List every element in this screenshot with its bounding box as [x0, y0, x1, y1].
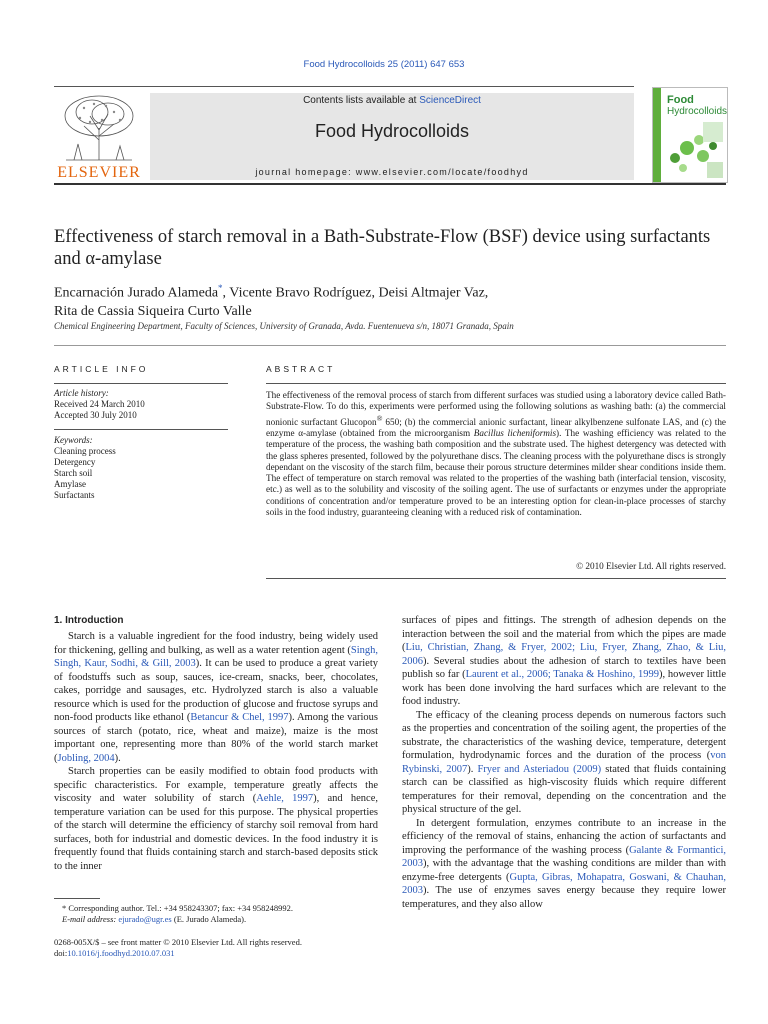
journal-banner — [150, 93, 634, 180]
authors-line2: Rita de Cassia Siqueira Curto Valle — [54, 303, 252, 319]
citation-link[interactable]: Laurent et al., 2006; Tanaka & Hoshino, 1999 — [465, 669, 660, 680]
paragraph: Starch properties can be easily modified to obtain food products with specific characteristics. For example, temperature greatly affects the viscosity and water solubility of starch (Aehle, 1997), and hence, temperature variation can be used for this purpose. The physical properties of the starch will determine the efficiency of starchy soil removal from hard surfaces, both for industrial and domestic devices. In the food industry it is frequently found that fluids containing starch and starch-based deposits stick to the inner — [54, 766, 378, 872]
journal-homepage[interactable]: journal homepage: www.elsevier.com/locate/foodhyd — [255, 167, 529, 177]
section-heading-introduction: 1. Introduction — [54, 615, 124, 626]
article-history — [54, 388, 228, 421]
keyword-item: Starch soil — [54, 468, 93, 478]
abstract-heading: ABSTRACT — [266, 364, 336, 374]
elsevier-logo — [54, 90, 144, 182]
cover-title-food: Food — [667, 94, 694, 106]
sciencedirect-link[interactable]: ScienceDirect — [419, 95, 481, 106]
citation-link[interactable]: Gupta, Gibras, Mohapatra, Goswani, & Chauhan, 2003 — [402, 871, 726, 896]
article-info-rule — [54, 383, 228, 384]
keyword-item: Detergency — [54, 457, 96, 467]
cover-molecules-icon — [653, 88, 727, 182]
citation-link[interactable]: Betancur & Chel, 1997 — [190, 712, 289, 723]
keywords-label: Keywords: — [54, 435, 93, 445]
contents-line — [150, 95, 634, 106]
paragraph: The efficacy of the cleaning process depends on numerous factors such as the properties and concentration of the soiling agent, the properties of the substrate, the characteristics of the washing device, temperature, detergent formulation, hydrodynamic forces and the duration of the process (von Rybinski, 2007). Fryer and Asteriadou (2009) stated that fluids containing starch can be classified as high-viscosity fluids which require different temperatures for their removal, depending on the concentration and the physical structure of the gel. — [402, 709, 726, 815]
journal-title: Food Hydrocolloids — [314, 121, 470, 141]
corresponding-author-footnote — [54, 903, 378, 925]
article-info-heading: ARTICLE INFO — [54, 364, 149, 374]
citation-link[interactable]: Fryer and Asteriadou (2009) — [477, 763, 602, 775]
paragraph: Starch is a valuable ingredient for the food industry, being widely used for thickening, gelling and bulking, as well as a water retention agent (Singh, Singh, Kaur, Sodhi, & Gill, 2003). It can be used to produce a great variety of foodstuffs such as soup, sauces, ice-cream, snacks, beer, chocolates, cakes, porridge and sausages, etc. Hydrolyzed starch is also a valuable resource which is used for the production of glucose and fructose syrups and non-food products like ethanol (Betancur & Chel, 1997). Among the various sources of starch (potato, rice, wheat and maize), maize is the most important one, representing more than 80% of the world starch market (Jobling, 2004). — [54, 631, 379, 764]
footnote-line: * Corresponding author. Tel.: +34 958243307; fax: +34 958248992. — [62, 903, 293, 913]
cover-title-hydrocolloids: Hydrocolloids — [667, 106, 728, 117]
issn-line: 0268-005X/$ – see front matter © 2010 Elsevier Ltd. All rights reserved. — [54, 937, 302, 947]
header-bottom-rule — [54, 183, 726, 185]
issn-doi-block — [54, 937, 378, 959]
citation-link[interactable]: Jobling, 2004 — [57, 752, 115, 764]
elsevier-wordmark: ELSEVIER — [57, 164, 141, 181]
article-authors — [54, 279, 726, 321]
keywords-rule — [54, 429, 228, 430]
authors-rest-line1: , Vicente Bravo Rodríguez, Deisi Altmajer Vaz, — [222, 285, 489, 301]
paragraph: surfaces of pipes and fittings. The strength of adhesion depends on the interaction between the soil and the material from which the pipes are made (Liu, Christian, Zhang, & Fryer, 2002; Liu, Fryer, Zhang, Zhao, & Liu, 2006). Several studies about the adhesion of starch to textiles have been publish so far (Laurent et al., 2006; Tanaka & Hoshino, 1999), however little work has been done involving the hard surfaces which are relevant to the food industry. — [402, 615, 726, 707]
corresponding-author-marker[interactable]: * — [218, 283, 223, 293]
received-date: Received 24 March 2010 — [54, 399, 145, 409]
paragraph: In detergent formulation, enzymes contribute to an increase in the efficiency of the removal of stains, enhancing the action of surfactants and improving the performance of the washing process (Galante & Formantici, 2003), with the advantage that the washing conditions are milder than with enzyme-free detergents (Gupta, Gibras, Mohapatra, Goswani, & Chauhan, 2003). The use of enzymes saves energy because they require lower temperatures, and they also allow — [402, 817, 726, 910]
citation-link[interactable]: Liu, Christian, Zhang, & Fryer, 2002; Liu, Fryer, Zhang, Zhao, & Liu, 2006 — [402, 642, 726, 667]
citation-link[interactable]: Galante & Formantici, 2003 — [402, 844, 726, 869]
doi-line: doi:10.1016/j.foodhyd.2010.07.031 — [54, 948, 175, 958]
footnote-rule — [54, 898, 100, 899]
keyword-item: Amylase — [54, 479, 86, 489]
organism-name: Bacillus licheniformis — [473, 427, 557, 438]
abstract-part: The effectiveness of the removal process of starch from different surfaces was studied using a laboratory device called Bath-Substrate-Flow. To do this, experiments were performed using the following solutions as washing bath: (a) the commercial nonionic surfactant Glucopon — [266, 390, 726, 427]
doi-link[interactable]: 10.1016/j.foodhyd.2010.07.031 — [67, 948, 175, 958]
title-block-rule — [54, 345, 726, 346]
citation-link[interactable]: von Rybinski, 2007 — [402, 750, 726, 775]
article-title: Effectiveness of starch removal in a Bath-Substrate-Flow (BSF) device using surfactants and α-amylase — [54, 227, 711, 269]
header-rule — [54, 86, 634, 87]
email-link[interactable]: ejurado@ugr.es — [118, 914, 172, 924]
contents-prefix: Contents lists available at — [303, 95, 420, 106]
abstract-part: 650; (b) the commercial anionic surfactant, linear alkylbenzene sulfonate LAS, and (c) the enzyme α-amylase (obtained from the microorganism — [266, 416, 726, 438]
history-label: Article history: — [54, 388, 109, 398]
author-first: Encarnación Jurado Alameda — [54, 285, 219, 301]
journal-cover — [652, 87, 728, 183]
citation-link[interactable]: Singh, Singh, Kaur, Sodhi, & Gill, 2003 — [54, 644, 378, 669]
affiliation: Chemical Engineering Department, Faculty of Sciences, University of Granada, Avda. Fuentenueva s/n, 18071 Granada, Spain — [54, 321, 514, 331]
abstract-part: ). The washing efficiency was related to the temperature of the process, the washing bath composition and the substrate used. The highest detergency was detected with the glass spheres presented, followed by the polyurethane discs. The cleaning process with the polyurethane discs is strongly dependant on the viscosity of the starch film, because their porous structure determines milder shear conditions inside them. The effect of temperature on starch removal was related to the properties of the washing bath (interfacial tension, viscosity, etc.) as well as to the solubility and viscosity of the soiling agent. The use of surfactants or enzymes under the appropriate conditions of concentration and/or temperature proved to be an interesting option for clean-in-place processes of starchy soils in the food industry, guaranteeing cleaning with a reduced risk of contamination. — [266, 427, 726, 518]
abstract-rule — [266, 383, 726, 384]
keywords-block — [54, 435, 228, 501]
keyword-item: Cleaning process — [54, 446, 116, 456]
citation-link[interactable]: Aehle, 1997 — [256, 793, 314, 804]
elsevier-tree-icon — [54, 90, 144, 164]
accepted-date: Accepted 30 July 2010 — [54, 410, 137, 420]
abstract-bottom-rule — [266, 578, 726, 579]
footnote-email-line: E-mail address: ejurado@ugr.es (E. Jurado Alameda). — [62, 914, 247, 924]
abstract-copyright: © 2010 Elsevier Ltd. All rights reserved. — [576, 561, 726, 571]
body-column-left — [54, 630, 378, 873]
journal-citation[interactable]: Food Hydrocolloids 25 (2011) 647 653 — [303, 59, 465, 70]
registered-mark: ® — [376, 413, 383, 423]
keyword-item: Surfactants — [54, 490, 95, 500]
body-column-right — [402, 614, 726, 911]
abstract-text — [266, 390, 726, 518]
